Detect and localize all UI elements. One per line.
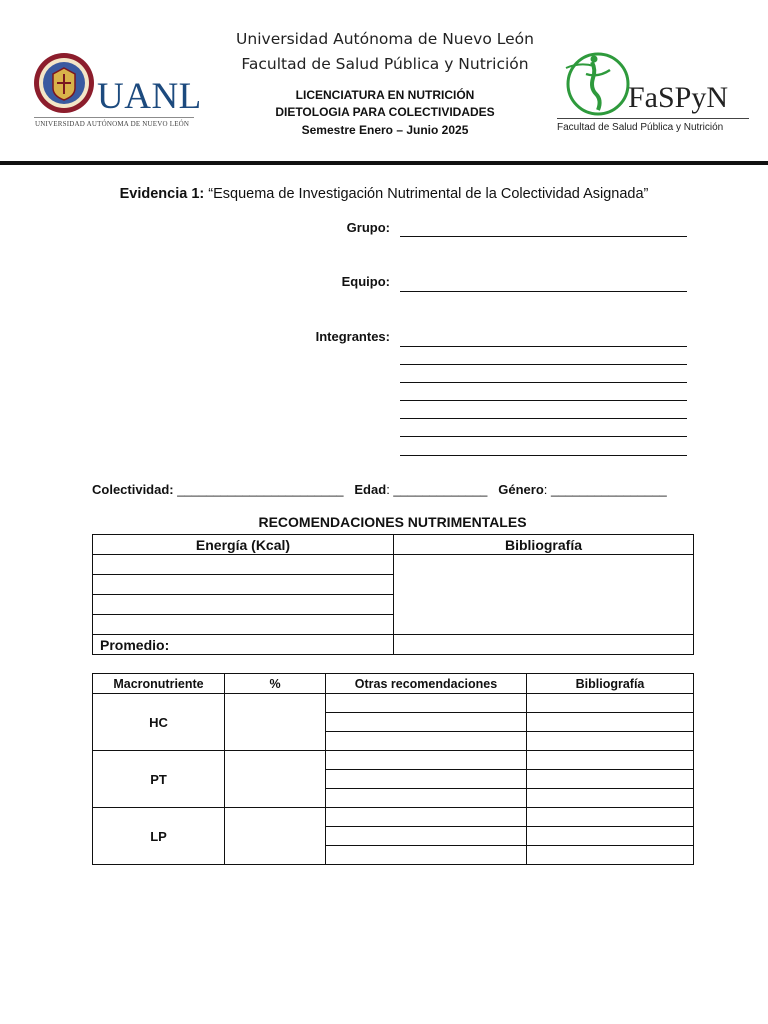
percent-pt[interactable] [225, 751, 326, 808]
pt-bib-1[interactable] [527, 751, 694, 770]
evidence-title [0, 186, 768, 202]
uanl-rule [34, 117, 194, 118]
faspyn-emblem-icon [558, 48, 638, 120]
pt-bib-2[interactable] [527, 770, 694, 789]
program-line-2: DIETOLOGIA PARA COLECTIVIDADES [275, 105, 495, 119]
faspyn-subtitle: Facultad de Salud Pública y Nutrición [557, 122, 724, 133]
evidence-label: Evidencia 1: [119, 186, 205, 202]
promedio-label: Promedio: [93, 635, 394, 655]
pt-bib-3[interactable] [527, 789, 694, 808]
energy-cell-2[interactable] [93, 575, 394, 595]
genero-field[interactable]: : ________________ [543, 482, 667, 497]
collectivity-row [92, 482, 667, 497]
program-line-3: Semestre Enero – Junio 2025 [301, 123, 469, 137]
promedio-biblio-cell[interactable] [394, 635, 694, 655]
hc-bib-3[interactable] [527, 732, 694, 751]
grupo-label: Grupo: [346, 220, 390, 235]
pt-rec-3[interactable] [326, 789, 527, 808]
integrante-field-6[interactable] [400, 436, 687, 437]
macro-pt: PT [93, 751, 225, 808]
uanl-subtitle: UNIVERSIDAD AUTÓNOMA DE NUEVO LEÓN [35, 120, 190, 128]
integrante-field-1[interactable] [400, 346, 687, 347]
energy-cell-3[interactable] [93, 595, 394, 615]
percent-lp[interactable] [225, 808, 326, 865]
integrante-field-7[interactable] [400, 455, 687, 456]
lp-bib-1[interactable] [527, 808, 694, 827]
macro-lp: LP [93, 808, 225, 865]
uanl-seal-icon [33, 50, 95, 116]
other-recs-header: Otras recomendaciones [326, 674, 527, 694]
uanl-wordmark: UANL [97, 76, 202, 117]
lp-bib-2[interactable] [527, 827, 694, 846]
equipo-label: Equipo: [341, 274, 390, 289]
university-name: Universidad Autónoma de Nuevo León [236, 30, 534, 48]
faculty-name: Facultad de Salud Pública y Nutrición [241, 55, 529, 73]
hc-rec-3[interactable] [326, 732, 527, 751]
hc-bib-2[interactable] [527, 713, 694, 732]
lp-rec-2[interactable] [326, 827, 527, 846]
hc-rec-2[interactable] [326, 713, 527, 732]
edad-field[interactable]: : _____________ [386, 482, 488, 497]
energy-cell-4[interactable] [93, 615, 394, 635]
genero-label: Género [498, 482, 544, 497]
header-divider [0, 161, 768, 165]
lp-rec-3[interactable] [326, 846, 527, 865]
lp-rec-1[interactable] [326, 808, 527, 827]
integrante-field-5[interactable] [400, 418, 687, 419]
equipo-field[interactable] [400, 291, 687, 292]
integrantes-label: Integrantes: [315, 329, 390, 344]
integrante-field-3[interactable] [400, 382, 687, 383]
macro-hc: HC [93, 694, 225, 751]
lp-bib-3[interactable] [527, 846, 694, 865]
recommendations-title: RECOMENDACIONES NUTRIMENTALES [258, 514, 527, 530]
energy-table [92, 534, 694, 655]
macronutrient-table [92, 673, 694, 865]
colectividad-field[interactable]: _______________________ [177, 482, 344, 497]
percent-header: % [225, 674, 326, 694]
energy-cell-1[interactable] [93, 555, 394, 575]
grupo-field[interactable] [400, 236, 687, 237]
macro-biblio-header: Bibliografía [527, 674, 694, 694]
hc-bib-1[interactable] [527, 694, 694, 713]
pt-rec-2[interactable] [326, 770, 527, 789]
energy-header: Energía (Kcal) [93, 535, 394, 555]
integrante-field-4[interactable] [400, 400, 687, 401]
colectividad-label: Colectividad: [92, 482, 174, 497]
faspyn-rule [557, 118, 749, 119]
pt-rec-1[interactable] [326, 751, 527, 770]
energy-biblio-header: Bibliografía [394, 535, 694, 555]
faspyn-wordmark: FaSPyN [628, 81, 729, 114]
energy-biblio-cell[interactable] [394, 555, 694, 635]
integrante-field-2[interactable] [400, 364, 687, 365]
percent-hc[interactable] [225, 694, 326, 751]
macro-header: Macronutriente [93, 674, 225, 694]
evidence-name: “Esquema de Investigación Nutrimental de la Colectividad Asignada” [208, 186, 649, 202]
edad-label: Edad [354, 482, 387, 497]
hc-rec-1[interactable] [326, 694, 527, 713]
program-line-1: LICENCIATURA EN NUTRICIÓN [295, 88, 475, 102]
